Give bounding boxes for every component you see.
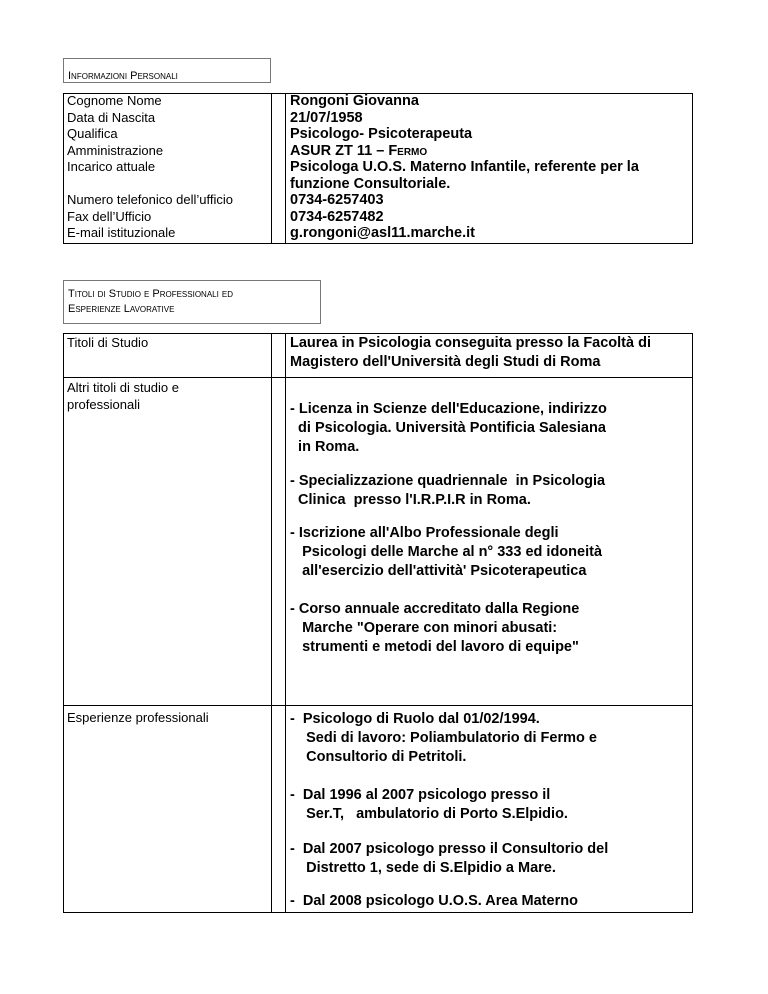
studio-line: Laurea in Psicologia conseguita presso la Facoltà di — [290, 335, 651, 351]
esperienze-item — [290, 710, 597, 767]
esperienze-line: - Dal 2007 psicologo presso il Consultorio del — [290, 841, 609, 857]
altri-item — [290, 600, 579, 657]
value-incarico-line1: Psicologa U.O.S. Materno Infantile, referente per la — [290, 159, 639, 175]
altri-line: - Licenza in Scienze dell'Educazione, indirizzo — [290, 401, 607, 417]
altri-line: - Iscrizione all'Albo Professionale degli — [290, 525, 559, 541]
value-name: Rongoni Giovanna — [290, 93, 419, 109]
altri-line: strumenti e metodi del lavoro di equipe" — [290, 639, 579, 655]
label-altri-line2: professionali — [67, 396, 140, 412]
label-esperienze: Esperienze professionali — [67, 710, 209, 725]
value-phone: 0734-6257403 — [290, 192, 384, 208]
esperienze-item — [290, 786, 568, 824]
value-incarico-line2: funzione Consultoriale. — [290, 175, 451, 192]
value-qualifica: Psicologo- Psicoterapeuta — [290, 126, 473, 142]
altri-line: Clinica presso l'I.R.P.I.R in Roma. — [290, 492, 531, 508]
studio-line: Magistero dell'Università degli Studi di Roma — [290, 354, 601, 370]
label-fax: Fax dell’Ufficio — [67, 208, 152, 224]
esperienze-line: Ser.T, ambulatorio di Porto S.Elpidio. — [290, 806, 568, 822]
row-divider-2 — [63, 705, 693, 706]
esperienze-item — [290, 892, 578, 911]
esperienze-item — [290, 840, 608, 878]
label-altri-titoli — [67, 380, 179, 413]
altri-line: - Corso annuale accreditato dalla Regione — [290, 601, 580, 617]
titles-labels-frame — [63, 333, 272, 913]
altri-item — [290, 472, 605, 510]
altri-line: Marche "Operare con minori abusati: — [290, 620, 558, 636]
value-birth: 21/07/1958 — [290, 109, 363, 126]
altri-line: all'esercizio dell'attività' Psicoterapeutica — [290, 563, 587, 579]
label-titoli-studio: Titoli di Studio — [67, 335, 149, 350]
esperienze-line: - Dal 2008 psicologo U.O.S. Area Materno — [290, 893, 578, 909]
value-amministrazione-main: ASUR ZT 11 – — [290, 142, 389, 159]
esperienze-line: Distretto 1, sede di S.Elpidio a Mare. — [290, 860, 556, 876]
value-email: g.rongoni@asl11.marche.it — [290, 225, 475, 241]
altri-item — [290, 400, 607, 457]
row-divider-1 — [63, 377, 693, 378]
label-data-nascita: Data di Nascita — [67, 109, 156, 125]
altri-line: di Psicologia. Università Pontificia Salesiana — [290, 420, 606, 436]
label-cognome: Cognome Nome — [67, 93, 162, 108]
personal-info-heading: Informazioni Personali — [68, 70, 178, 82]
esperienze-line: - Psicologo di Ruolo dal 01/02/1994. — [290, 711, 540, 727]
label-altri-line1: Altri titoli di studio e — [67, 380, 179, 395]
esperienze-line: - Dal 1996 al 2007 psicologo presso il — [290, 787, 551, 803]
titles-heading-line2: Esperienze Lavorative — [68, 303, 175, 315]
value-amministrazione-city: Fermo — [388, 142, 428, 159]
titles-column-divider — [285, 333, 286, 913]
label-email: E-mail istituzionale — [67, 225, 176, 240]
altri-line: - Specializzazione quadriennale in Psicologia — [290, 473, 606, 489]
label-incarico: Incarico attuale — [67, 159, 156, 174]
label-telefono: Numero telefonico dell’ufficio — [67, 192, 233, 207]
esperienze-line: Sedi di lavoro: Poliambulatorio di Fermo e — [290, 730, 597, 746]
value-fax: 0734-6257482 — [290, 208, 384, 225]
altri-item — [290, 524, 602, 581]
altri-line: in Roma. — [290, 439, 360, 455]
label-qualifica: Qualifica — [67, 126, 118, 141]
altri-line: Psicologi delle Marche al n° 333 ed idoneità — [290, 544, 603, 560]
titles-heading-line1: Titoli di Studio e Professionali ed — [68, 288, 233, 300]
studio-text — [290, 334, 651, 372]
esperienze-line: Consultorio di Petritoli. — [290, 749, 467, 765]
label-amministrazione: Amministrazione — [67, 142, 164, 158]
